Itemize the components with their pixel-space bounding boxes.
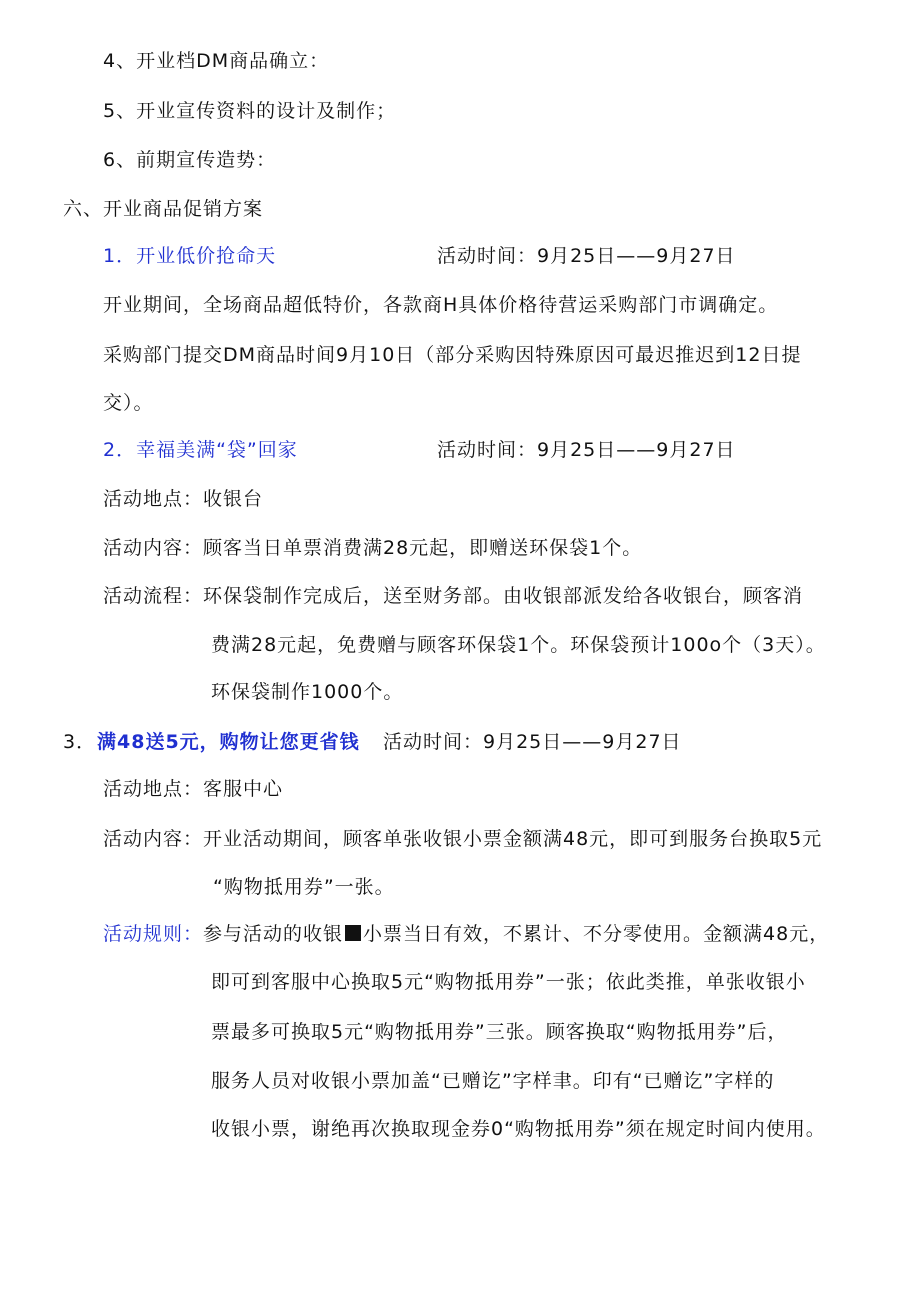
paragraph: 票最多可换取5元“购物抵用券”三张。顾客换取“购物抵用券”后，	[211, 1021, 788, 1043]
promo-3-number: 3．	[63, 731, 97, 753]
paragraph: 活动流程：环保袋制作完成后，送至财务部。由收银部派发给各收银台，顾客消	[103, 585, 804, 607]
paragraph: 收银小票，谢绝再次换取现金券0“购物抵用券”须在规定时间内使用。	[211, 1118, 826, 1140]
paragraph: 活动地点：收银台	[103, 488, 264, 510]
promo-3-time: 活动时间：9月25日——9月27日	[383, 731, 682, 753]
list-item-6: 6、前期宣传造势：	[103, 149, 277, 171]
paragraph: 活动内容：顾客当日单票消费满28元起，即赠送环保袋1个。	[103, 537, 643, 559]
promo-1-time: 活动时间：9月25日——9月27日	[437, 245, 736, 267]
paragraph: 费满28元起，免费赠与顾客环保袋1个。环保袋预计100o个（3天）。	[211, 634, 826, 656]
list-item-5: 5、开业宣传资料的设计及制作；	[103, 100, 397, 122]
paragraph: 即可到客服中心换取5元“购物抵用券”一张；依此类推，单张收银小	[211, 971, 806, 993]
paragraph: 活动内容：开业活动期间，顾客单张收银小票金额满48元，即可到服务台换取5元	[103, 828, 823, 850]
paragraph: 服务人员对收银小票加盖“已赠讫”字样聿。印有“已赠讫”字样的	[211, 1070, 775, 1092]
promo-2-title: 2．幸福美满“袋”回家	[103, 439, 298, 461]
paragraph: “购物抵用券”一张。	[213, 876, 395, 898]
paragraph: 开业期间，全场商品超低特价，各款商H具体价格待营运采购部门市调确定。	[103, 294, 779, 316]
rules-label: 活动规则：	[103, 923, 204, 945]
promo-2-time: 活动时间：9月25日——9月27日	[437, 439, 736, 461]
paragraph: 环保袋制作1000个。	[211, 681, 404, 703]
list-item-4: 4、开业档DM商品确立：	[103, 50, 330, 72]
paragraph: 交）。	[103, 392, 154, 414]
paragraph: 采购部门提交DM商品时间9月10日（部分采购因特殊原因可最迟推迟到12日提	[103, 344, 802, 366]
promo-1-title: 1．开业低价抢命天	[103, 245, 277, 267]
rules-row	[103, 921, 829, 947]
paragraph: 活动地点：客服中心	[103, 778, 284, 800]
rules-text-start: 参与活动的收银	[203, 923, 344, 945]
section-heading-6: 六、开业商品促销方案	[63, 198, 264, 220]
redaction-square	[345, 925, 361, 941]
promo-3-title: 满48送5元，购物让您更省钱	[97, 731, 360, 753]
rules-text-end: 小票当日有效，不累计、不分零使用。金额满48元，	[363, 923, 830, 945]
